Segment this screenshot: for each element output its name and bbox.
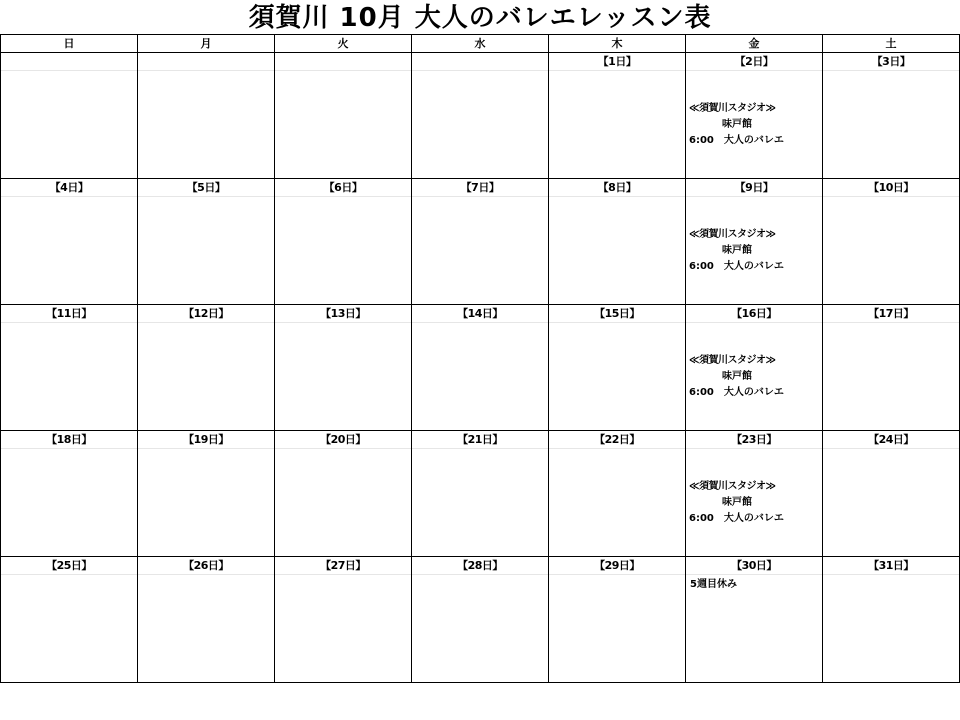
day-date-label: 【30日】 xyxy=(686,557,822,575)
lesson-event xyxy=(686,479,823,527)
week-row xyxy=(1,431,960,557)
event-venue: 味戸館 xyxy=(722,371,752,382)
day-cell xyxy=(412,305,549,431)
day-date-label: 【17日】 xyxy=(823,305,959,323)
day-cell xyxy=(275,179,412,305)
day-cell xyxy=(823,557,960,683)
day-cell xyxy=(823,53,960,179)
day-date-label: 【10日】 xyxy=(823,179,959,197)
day-date-label: 【21日】 xyxy=(412,431,548,449)
day-cell xyxy=(686,179,823,305)
day-date-label: 【4日】 xyxy=(1,179,137,197)
day-cell xyxy=(1,305,138,431)
day-date-label xyxy=(1,53,137,71)
day-date-label: 【7日】 xyxy=(412,179,548,197)
day-date-label: 【20日】 xyxy=(275,431,411,449)
page-title: 須賀川 10月 大人のバレエレッスン表 xyxy=(248,3,712,33)
event-time: 6:00 大人のバレエ xyxy=(689,135,784,146)
weekday-wed: 水 xyxy=(412,35,549,53)
event-time: 6:00 大人のバレエ xyxy=(689,513,784,524)
day-cell xyxy=(275,53,412,179)
day-date-label: 【13日】 xyxy=(275,305,411,323)
day-cell xyxy=(823,179,960,305)
day-cell xyxy=(1,179,138,305)
day-cell xyxy=(275,431,412,557)
event-time: 6:00 大人のバレエ xyxy=(689,261,784,272)
weekday-sat: 土 xyxy=(823,35,960,53)
day-date-label: 【24日】 xyxy=(823,431,959,449)
weekday-sun: 日 xyxy=(1,35,138,53)
day-date-label: 【23日】 xyxy=(686,431,822,449)
weekday-fri: 金 xyxy=(686,35,823,53)
day-cell xyxy=(412,431,549,557)
event-studio: ≪須賀川スタジオ≫ xyxy=(689,103,776,114)
week-row xyxy=(1,179,960,305)
day-date-label: 【26日】 xyxy=(138,557,274,575)
day-cell xyxy=(138,557,275,683)
day-date-label: 【15日】 xyxy=(549,305,685,323)
day-date-label: 【9日】 xyxy=(686,179,822,197)
day-cell xyxy=(138,431,275,557)
weekday-thu: 木 xyxy=(549,35,686,53)
week-row xyxy=(1,53,960,179)
event-venue: 味戸館 xyxy=(722,119,752,130)
day-date-label: 【25日】 xyxy=(1,557,137,575)
day-date-label: 【11日】 xyxy=(1,305,137,323)
day-cell xyxy=(823,305,960,431)
day-note: 5週目休み xyxy=(690,579,737,590)
event-studio: ≪須賀川スタジオ≫ xyxy=(689,481,776,492)
day-date-label xyxy=(412,53,548,71)
day-cell xyxy=(686,557,823,683)
day-cell xyxy=(412,557,549,683)
day-date-label: 【27日】 xyxy=(275,557,411,575)
week-row xyxy=(1,557,960,683)
day-cell xyxy=(275,557,412,683)
lesson-event xyxy=(686,227,823,275)
day-cell xyxy=(1,557,138,683)
event-venue: 味戸館 xyxy=(722,245,752,256)
day-cell xyxy=(138,179,275,305)
calendar-table xyxy=(0,34,960,683)
day-date-label: 【3日】 xyxy=(823,53,959,71)
day-cell xyxy=(412,179,549,305)
weekday-mon: 月 xyxy=(138,35,275,53)
day-date-label: 【31日】 xyxy=(823,557,959,575)
day-cell xyxy=(686,53,823,179)
day-date-label: 【28日】 xyxy=(412,557,548,575)
weekday-tue: 火 xyxy=(275,35,412,53)
day-date-label: 【14日】 xyxy=(412,305,548,323)
day-cell xyxy=(275,305,412,431)
lesson-event xyxy=(686,101,823,149)
day-date-label: 【8日】 xyxy=(549,179,685,197)
day-cell xyxy=(1,53,138,179)
day-cell xyxy=(686,431,823,557)
event-studio: ≪須賀川スタジオ≫ xyxy=(689,355,776,366)
day-date-label: 【18日】 xyxy=(1,431,137,449)
event-studio: ≪須賀川スタジオ≫ xyxy=(689,229,776,240)
day-cell xyxy=(823,431,960,557)
event-venue: 味戸館 xyxy=(722,497,752,508)
day-date-label: 【5日】 xyxy=(138,179,274,197)
day-date-label: 【12日】 xyxy=(138,305,274,323)
day-date-label xyxy=(275,53,411,71)
day-cell xyxy=(549,179,686,305)
day-date-label: 【1日】 xyxy=(549,53,685,71)
day-cell xyxy=(549,431,686,557)
day-cell xyxy=(1,431,138,557)
event-time: 6:00 大人のバレエ xyxy=(689,387,784,398)
day-cell xyxy=(549,305,686,431)
day-cell xyxy=(138,305,275,431)
lesson-event xyxy=(686,353,823,401)
day-cell xyxy=(412,53,549,179)
day-date-label: 【16日】 xyxy=(686,305,822,323)
day-date-label xyxy=(138,53,274,71)
day-cell xyxy=(549,53,686,179)
day-cell xyxy=(686,305,823,431)
day-date-label: 【22日】 xyxy=(549,431,685,449)
weekday-header-row xyxy=(1,35,960,53)
day-date-label: 【2日】 xyxy=(686,53,822,71)
day-date-label: 【6日】 xyxy=(275,179,411,197)
day-date-label: 【19日】 xyxy=(138,431,274,449)
day-cell xyxy=(138,53,275,179)
week-row xyxy=(1,305,960,431)
day-date-label: 【29日】 xyxy=(549,557,685,575)
day-cell xyxy=(549,557,686,683)
